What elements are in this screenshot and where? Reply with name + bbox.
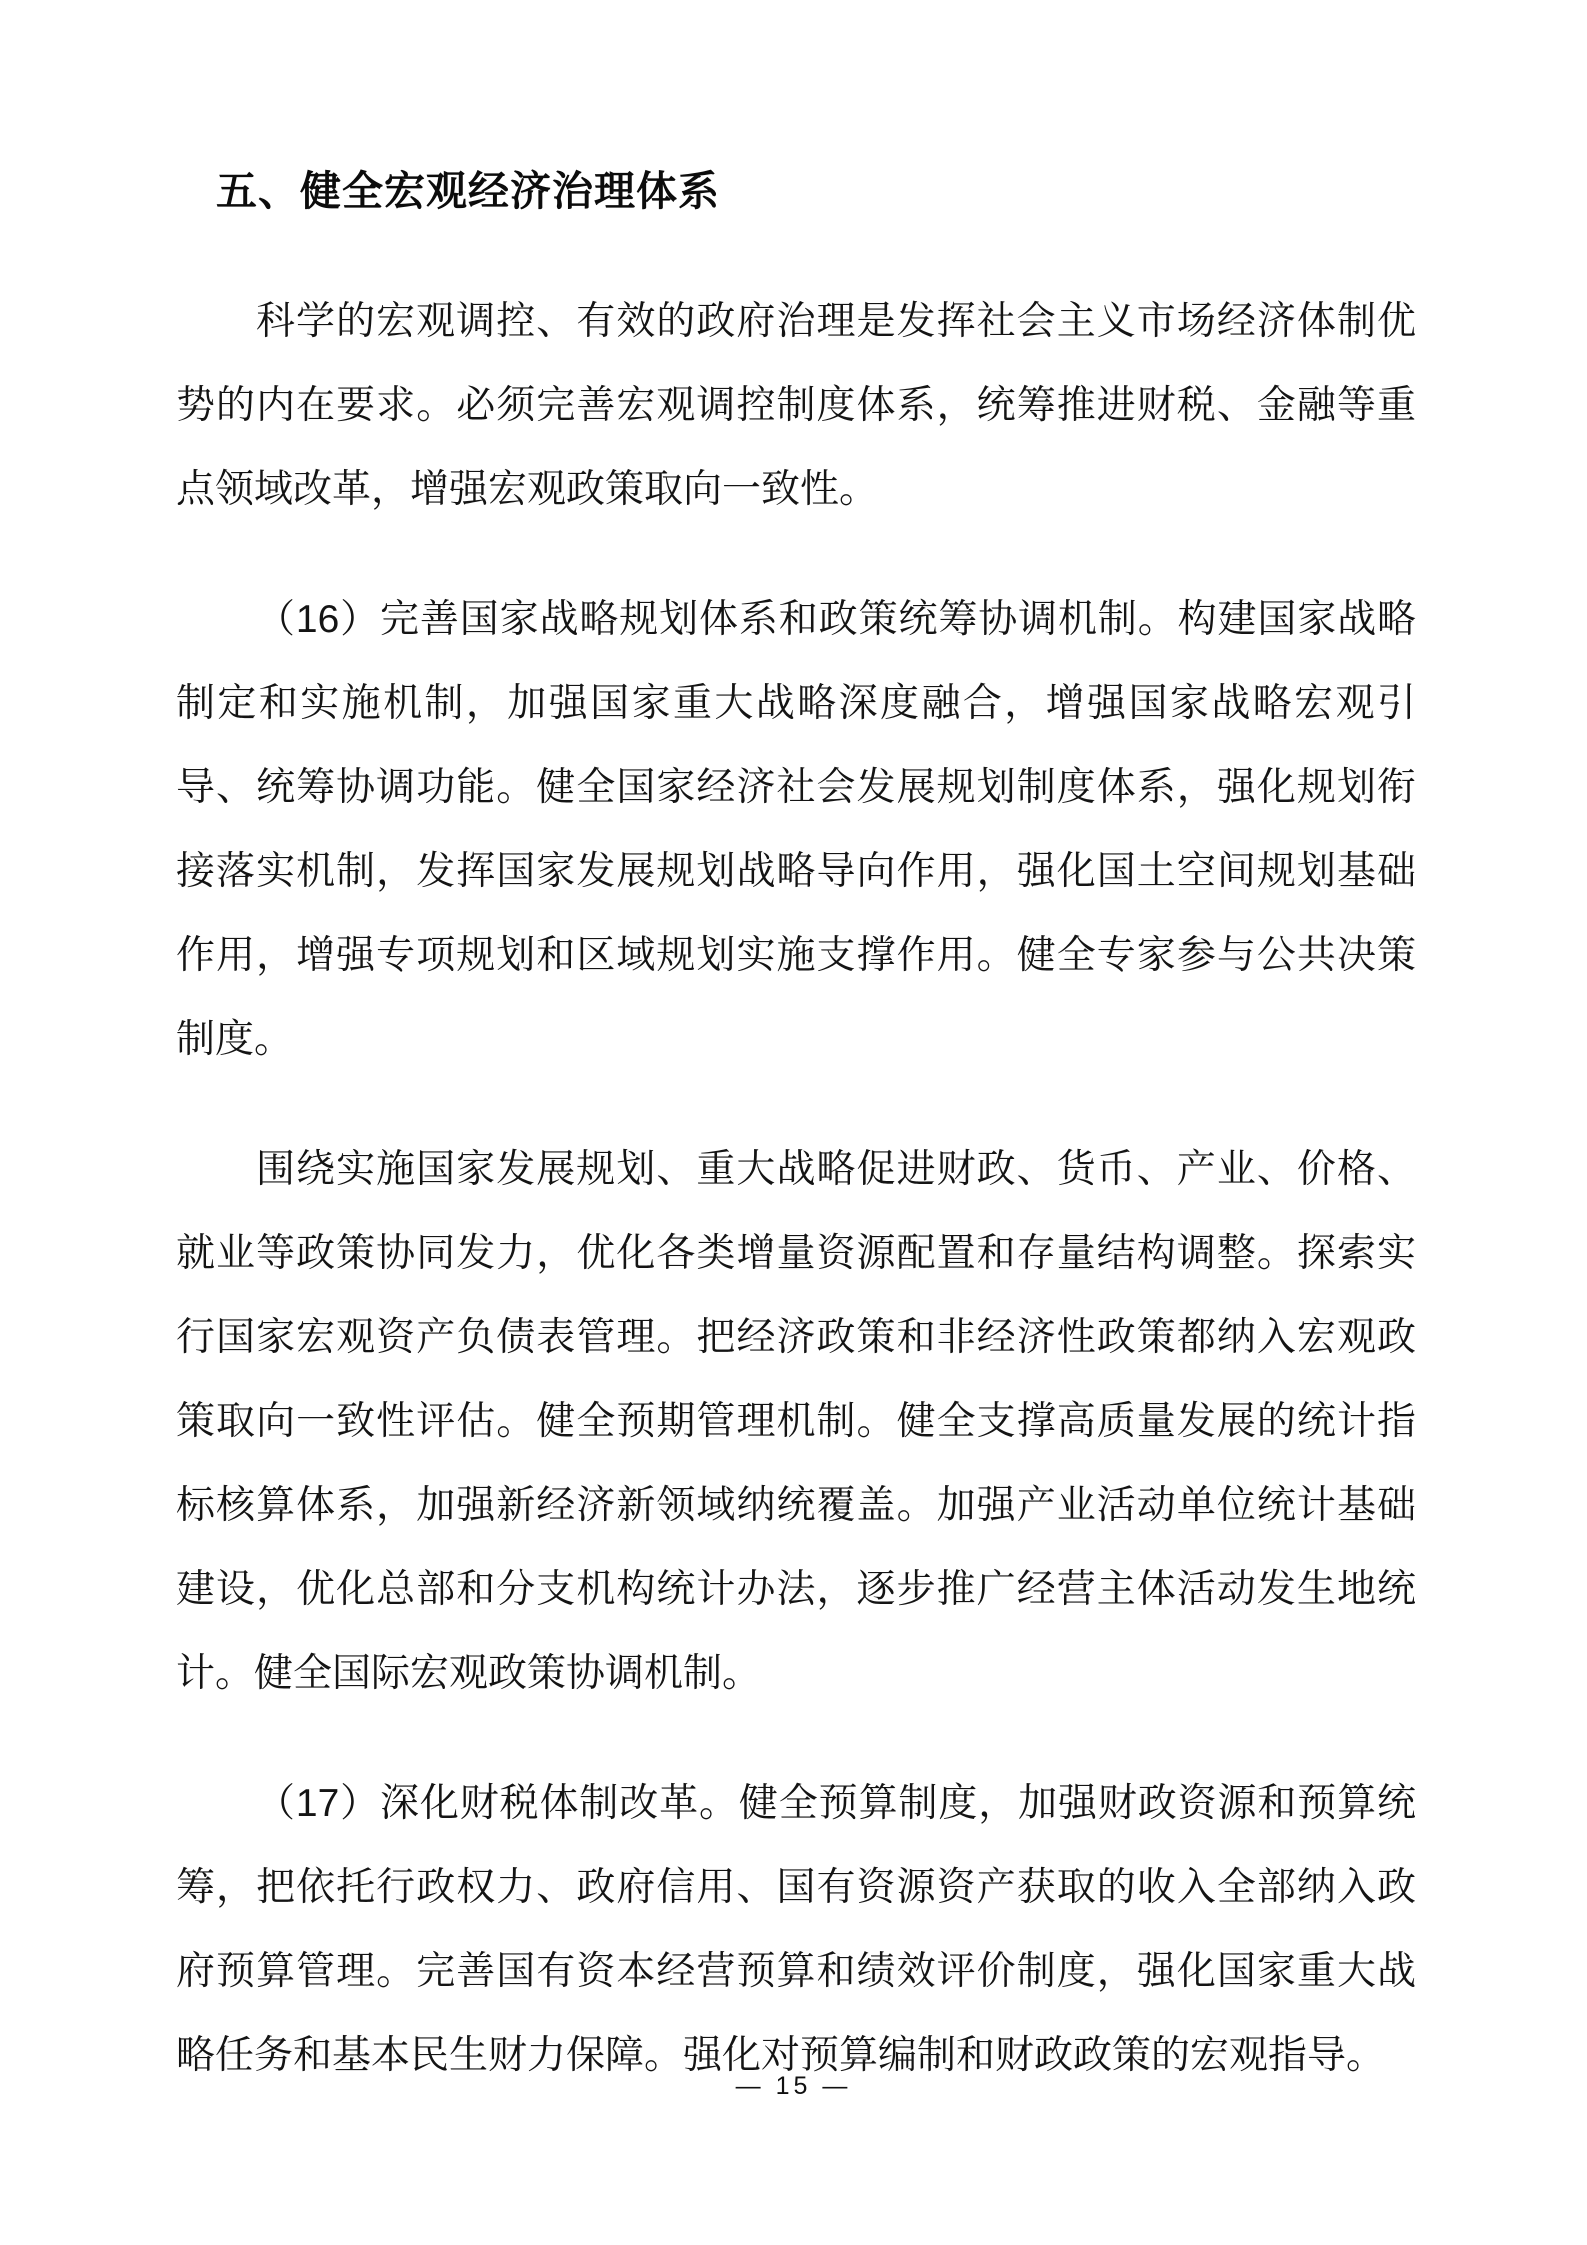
- document-body: [176, 160, 1416, 2098]
- paragraph-intro: 科学的宏观调控、有效的政府治理是发挥社会主义市场经济体制优势的内在要求。必须完善宏观调控制度体系，统筹推进财税、金融等重点领域改革，增强宏观政策取向一致性。: [176, 300, 1416, 511]
- paragraph-item-16: （16）完善国家战略规划体系和政策统筹协调机制。构建国家战略制定和实施机制，加强国家重大战略深度融合，增强国家战略宏观引导、统筹协调功能。健全国家经济社会发展规划制度体系，强化规划衔接落实机制，发挥国家发展规划战略导向作用，强化国土空间规划基础作用，增强专项规划和区域规划实施支撑作用。健全专家参与公共决策制度。: [176, 598, 1416, 1061]
- section-heading: 五、健全宏观经济治理体系: [216, 168, 720, 214]
- paragraph-policy-coordination: 围绕实施国家发展规划、重大战略促进财政、货币、产业、价格、就业等政策协同发力，优化各类增量资源配置和存量结构调整。探索实行国家宏观资产负债表管理。把经济政策和非经济性政策都纳入宏观政策取向一致性评估。健全预期管理机制。健全支撑高质量发展的统计指标核算体系，加强新经济新领域纳统覆盖。加强产业活动单位统计基础建设，优化总部和分支机构统计办法，逐步推广经营主体活动发生地统计。健全国际宏观政策协调机制。: [176, 1148, 1416, 1695]
- page-number: — 15 —: [735, 2072, 852, 2100]
- paragraph-item-17: （17）深化财税体制改革。健全预算制度，加强财政资源和预算统筹，把依托行政权力、政府信用、国有资源资产获取的收入全部纳入政府预算管理。完善国有资本经营预算和绩效评价制度，强化国家重大战略任务和基本民生财力保障。强化对预算编制和财政政策的宏观指导。: [176, 1782, 1416, 2077]
